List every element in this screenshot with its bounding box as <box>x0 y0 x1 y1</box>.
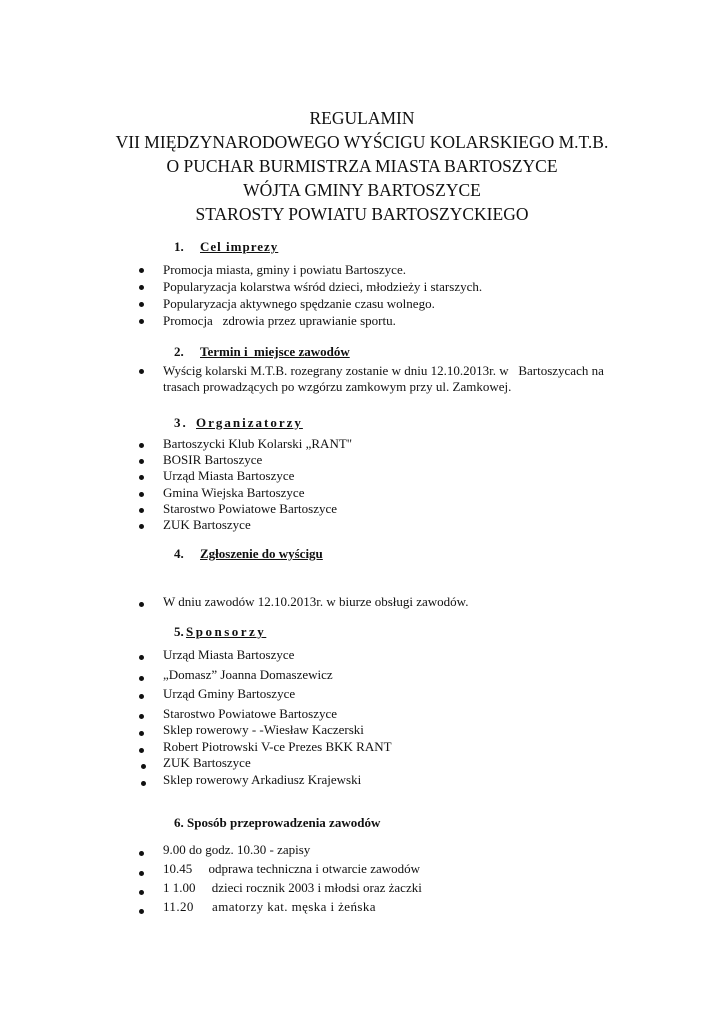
section-2-title: Termin i miejsce zawodów <box>200 344 350 359</box>
bullet-icon <box>141 781 146 786</box>
bullet-icon <box>139 714 144 719</box>
list-item: Promocja zdrowia przez uprawianie sportu. <box>163 313 396 328</box>
list-item: Wyścig kolarski M.T.B. rozegrany zostanie w dniu 12.10.2013r. w Bartoszycach na trasach prowadzących po wzgórzu zamkowym przy ul. Zamkowej. <box>163 363 608 394</box>
section-1-number: 1. <box>174 239 184 254</box>
bullet-icon <box>141 764 146 769</box>
bullet-icon <box>139 871 144 876</box>
bullet-icon <box>139 731 144 736</box>
section-4-title: Zgłoszenie do wyścigu <box>200 546 323 561</box>
list-item: ZUK Bartoszyce <box>163 517 251 532</box>
list-item: ZUK Bartoszyce <box>163 755 251 770</box>
title-line-3: O PUCHAR BURMISTRZA MIASTA BARTOSZYCE <box>166 156 558 176</box>
list-item: Popularyzacja kolarstwa wśród dzieci, młodzieży i starszych. <box>163 279 483 294</box>
title-line-1: REGULAMIN <box>309 108 415 128</box>
section-5-heading <box>174 624 276 640</box>
list-item: Robert Piotrowski V-ce Prezes BKK RANT <box>163 739 392 754</box>
bullet-icon <box>139 909 144 914</box>
section-2-heading <box>174 344 350 360</box>
list-item: Urząd Miasta Bartoszyce <box>163 468 295 483</box>
section-3-title: Organizatorzy <box>196 415 303 430</box>
list-item: Bartoszycki Klub Kolarski „RANT" <box>163 436 353 451</box>
list-item: „Domasz” Joanna Domaszewicz <box>163 667 333 682</box>
bullet-icon <box>139 492 144 497</box>
bullet-icon <box>139 748 144 753</box>
bullet-icon <box>139 676 144 681</box>
title-line-2: VII MIĘDZYNARODOWEGO WYŚCIGU KOLARSKIEGO M.T.B. <box>115 132 609 152</box>
list-item: 11.20 amatorzy kat. męska i żeńska <box>163 899 376 914</box>
title-line-5: STAROSTY POWIATU BARTOSZYCKIEGO <box>195 204 529 224</box>
list-item: Promocja miasta, gminy i powiatu Bartoszyce. <box>163 262 406 277</box>
section-6-heading <box>174 815 380 831</box>
bullet-icon <box>139 475 144 480</box>
bullet-icon <box>139 851 144 856</box>
section-5-title: Sponsorzy <box>186 624 267 639</box>
list-item: Starostwo Powiatowe Bartoszyce <box>163 706 338 721</box>
bullet-icon <box>139 285 144 290</box>
list-item: Urząd Gminy Bartoszyce <box>163 686 296 701</box>
bullet-icon <box>139 443 144 448</box>
bullet-icon <box>139 369 144 374</box>
document-title <box>0 106 724 226</box>
bullet-icon <box>139 302 144 307</box>
list-item: W dniu zawodów 12.10.2013r. w biurze obsługi zawodów. <box>163 594 469 609</box>
list-item: 10.45 odprawa techniczna i otwarcie zawodów <box>163 861 421 876</box>
bullet-icon <box>139 319 144 324</box>
section-1-title: Cel imprezy <box>200 239 279 254</box>
title-line-4: WÓJTA GMINY BARTOSZYCE <box>243 180 481 200</box>
section-3-heading <box>174 415 303 431</box>
section-6-title: 6. Sposób przeprowadzenia zawodów <box>174 815 381 830</box>
bullet-icon <box>139 508 144 513</box>
list-item: 9.00 do godz. 10.30 - zapisy <box>163 842 311 857</box>
list-item: Sklep rowerowy Arkadiusz Krajewski <box>163 772 362 787</box>
section-2-number: 2. <box>174 344 184 359</box>
bullet-icon <box>139 602 144 607</box>
list-item: Urząd Miasta Bartoszyce <box>163 647 295 662</box>
section-3-number: 3. <box>174 415 188 430</box>
bullet-icon <box>139 655 144 660</box>
bullet-icon <box>139 459 144 464</box>
section-5-number: 5. <box>174 624 184 639</box>
list-item: Starostwo Powiatowe Bartoszyce <box>163 501 338 516</box>
bullet-icon <box>139 694 144 699</box>
bullet-icon <box>139 890 144 895</box>
list-item: BOSIR Bartoszyce <box>163 452 263 467</box>
list-item: Popularyzacja aktywnego spędzanie czasu wolnego. <box>163 296 435 311</box>
bullet-icon <box>139 268 144 273</box>
list-item: Sklep rowerowy - -Wiesław Kaczerski <box>163 722 364 737</box>
section-4-number: 4. <box>174 546 184 561</box>
section-4-heading <box>174 546 323 562</box>
list-item: 1 1.00 dzieci rocznik 2003 i młodsi oraz żaczki <box>163 880 422 895</box>
list-item: Gmina Wiejska Bartoszyce <box>163 485 305 500</box>
bullet-icon <box>139 524 144 529</box>
section-1-heading <box>174 239 278 255</box>
